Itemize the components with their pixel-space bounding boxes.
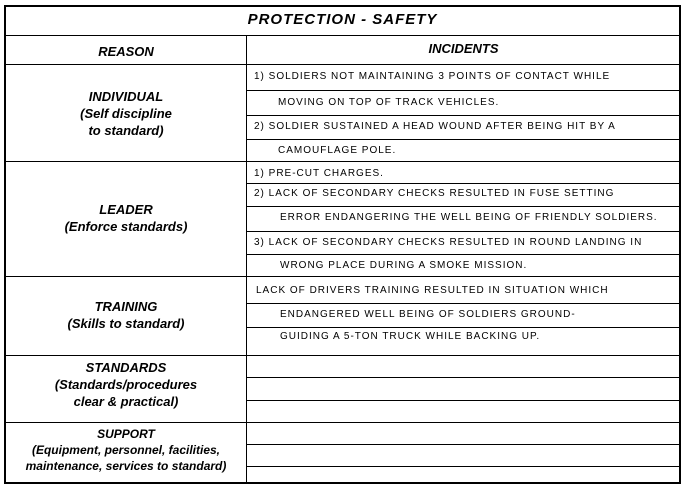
reason-sub: (Enforce standards): [64, 219, 188, 234]
header-divider: [5, 64, 680, 65]
row-divider-standards: [5, 422, 680, 423]
incident-line: 1) PRE-CUT CHARGES.: [254, 168, 384, 179]
reason-sub: (Equipment, personnel, facilities,: [31, 443, 221, 457]
reason-sub: (Standards/procedures: [54, 377, 198, 392]
rule-line: [247, 327, 680, 328]
incident-line: 2) SOLDIER SUSTAINED A HEAD WOUND AFTER BEING HIT BY A: [254, 121, 616, 132]
rule-line: [247, 444, 680, 445]
row-divider-individual: [5, 161, 680, 162]
reason-header: REASON: [98, 44, 154, 59]
row-divider-training: [5, 355, 680, 356]
rule-line: [247, 254, 680, 255]
rule-line: [247, 400, 680, 401]
column-divider: [246, 35, 247, 482]
rule-line: [247, 303, 680, 304]
page-title: PROTECTION - SAFETY: [247, 11, 438, 28]
incidents-header: INCIDENTS: [428, 41, 499, 56]
rule-line: [247, 90, 680, 91]
incident-line: 1) SOLDIERS NOT MAINTAINING 3 POINTS OF CONTACT WHILE: [254, 71, 611, 82]
incident-line: MOVING ON TOP OF TRACK VEHICLES.: [278, 97, 500, 108]
rule-line: [247, 466, 680, 467]
reason-label: TRAINING: [94, 299, 158, 314]
incident-line: GUIDING A 5-TON TRUCK WHILE BACKING UP.: [280, 331, 541, 342]
incident-line: 2) LACK OF SECONDARY CHECKS RESULTED IN FUSE SETTING: [254, 188, 615, 199]
incident-line: 3) LACK OF SECONDARY CHECKS RESULTED IN ROUND LANDING IN: [254, 237, 643, 248]
reason-sub: to standard): [88, 123, 164, 138]
reason-sub: maintenance, services to standard): [25, 459, 227, 473]
rule-line: [247, 377, 680, 378]
reason-support: [6, 426, 246, 474]
rule-line: [247, 115, 680, 116]
reason-label: LEADER: [99, 202, 153, 217]
reason-training: [6, 298, 246, 332]
rule-line: [247, 139, 680, 140]
incident-line: LACK OF DRIVERS TRAINING RESULTED IN SITUATION WHICH: [256, 285, 609, 296]
rule-line: [247, 206, 680, 207]
title-divider: [5, 35, 680, 36]
reason-sub: (Skills to standard): [67, 316, 185, 331]
reason-label: SUPPORT: [97, 427, 155, 441]
reason-standards: [6, 359, 246, 410]
reason-individual: [6, 88, 246, 139]
reason-label: STANDARDS: [85, 360, 167, 375]
incident-line: CAMOUFLAGE POLE.: [278, 145, 397, 156]
rule-line: [247, 183, 680, 184]
incident-line: ERROR ENDANGERING THE WELL BEING OF FRIENDLY SOLDIERS.: [280, 212, 658, 223]
rule-line: [247, 231, 680, 232]
reason-sub: clear & practical): [73, 394, 179, 409]
reason-label: INDIVIDUAL: [88, 89, 164, 104]
incident-line: WRONG PLACE DURING A SMOKE MISSION.: [280, 260, 528, 271]
reason-leader: [6, 201, 246, 235]
incident-line: ENDANGERED WELL BEING OF SOLDIERS GROUND-: [280, 309, 576, 320]
row-divider-leader: [5, 276, 680, 277]
reason-sub: (Self discipline: [80, 106, 172, 121]
